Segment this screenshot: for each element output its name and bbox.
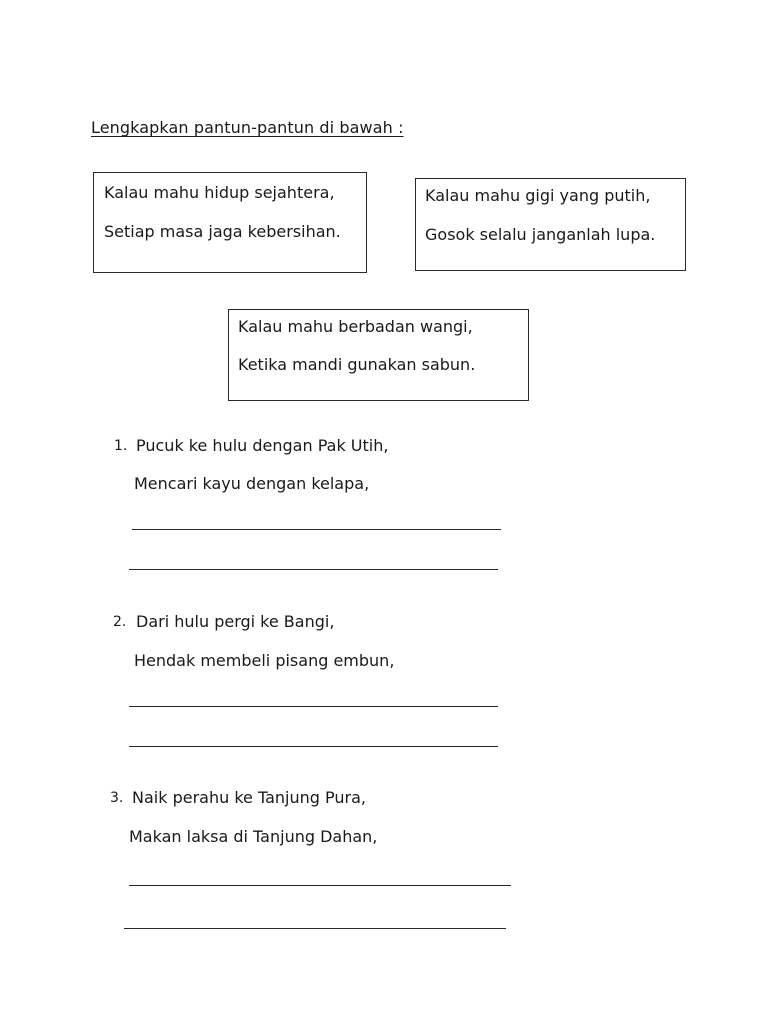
answer-blank-line[interactable]: [132, 529, 501, 530]
answer-box-line: Gosok selalu janganlah lupa.: [425, 225, 656, 244]
question-number: 1.: [114, 438, 128, 454]
answer-box-3: [228, 309, 529, 401]
question-line: Hendak membeli pisang embun,: [134, 651, 395, 670]
answer-blank-line[interactable]: [129, 746, 498, 747]
answer-box-line: Ketika mandi gunakan sabun.: [238, 355, 476, 374]
answer-box-line: Kalau mahu gigi yang putih,: [425, 186, 651, 205]
answer-blank-line[interactable]: [129, 706, 498, 707]
question-line: Pucuk ke hulu dengan Pak Utih,: [136, 436, 389, 455]
question-number: 3.: [110, 790, 124, 806]
answer-box-1: [93, 172, 367, 273]
question-number: 2.: [113, 614, 127, 630]
question-line: Dari hulu pergi ke Bangi,: [136, 612, 335, 631]
question-line: Naik perahu ke Tanjung Pura,: [132, 788, 366, 807]
answer-box-line: Kalau mahu hidup sejahtera,: [104, 183, 335, 202]
question-line: Mencari kayu dengan kelapa,: [134, 474, 370, 493]
answer-box-2: [415, 178, 686, 271]
answer-blank-line[interactable]: [129, 569, 498, 570]
question-line: Makan laksa di Tanjung Dahan,: [129, 827, 378, 846]
answer-box-line: Setiap masa jaga kebersihan.: [104, 222, 341, 241]
answer-blank-line[interactable]: [129, 885, 511, 886]
answer-blank-line[interactable]: [124, 928, 506, 929]
answer-box-line: Kalau mahu berbadan wangi,: [238, 317, 473, 336]
page-title: Lengkapkan pantun-pantun di bawah :: [91, 118, 404, 137]
